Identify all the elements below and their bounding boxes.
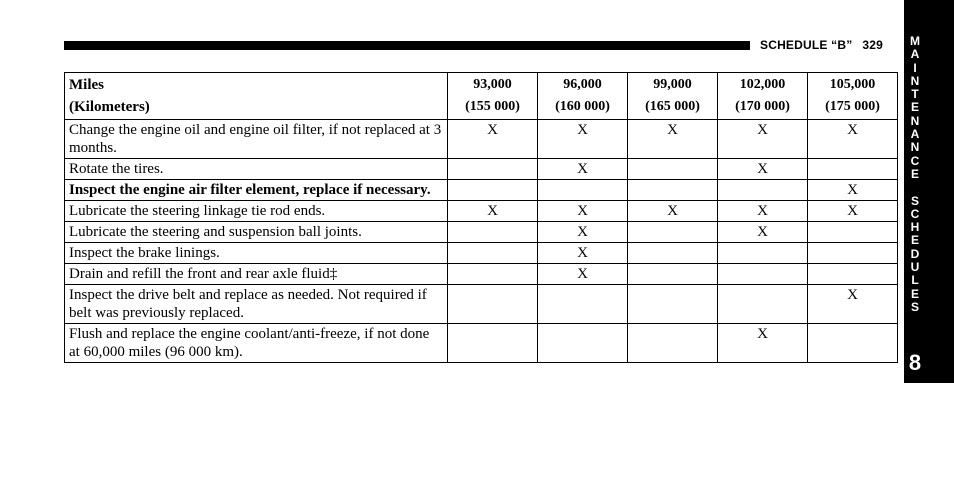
service-mark-cell — [808, 159, 898, 180]
table-header-row — [65, 73, 898, 120]
interval-miles: 96,000 — [563, 77, 602, 92]
service-mark-cell: X — [628, 120, 718, 159]
side-tab-letter: U — [910, 260, 920, 275]
service-mark-cell — [808, 324, 898, 363]
service-mark-cell — [808, 264, 898, 285]
side-tab-letter: A — [910, 127, 920, 142]
task-description: Rotate the tires. — [65, 159, 448, 180]
service-mark-cell — [628, 180, 718, 201]
side-tab-letter: C — [910, 153, 920, 168]
side-tab-letter: N — [910, 73, 920, 88]
service-mark-cell — [538, 285, 628, 324]
header-rule — [64, 41, 750, 50]
service-mark-cell: X — [538, 159, 628, 180]
service-mark-cell: X — [808, 201, 898, 222]
service-mark-cell — [448, 222, 538, 243]
service-mark-cell: X — [718, 159, 808, 180]
kilometers-label: (Kilometers) — [69, 99, 150, 115]
side-tab-letter: E — [910, 166, 919, 181]
side-tab-letter: T — [911, 87, 919, 102]
table-body — [65, 120, 898, 363]
service-mark-cell — [538, 180, 628, 201]
service-mark-cell: X — [718, 120, 808, 159]
interval-miles: 93,000 — [473, 77, 512, 92]
task-description: Lubricate the steering linkage tie rod ends. — [65, 201, 448, 222]
table-row — [65, 324, 898, 363]
interval-km: (165 000) — [645, 99, 700, 114]
task-description: Inspect the brake linings. — [65, 243, 448, 264]
service-mark-cell — [808, 222, 898, 243]
service-mark-cell: X — [448, 120, 538, 159]
service-mark-cell: X — [718, 201, 808, 222]
interval-miles: 102,000 — [739, 77, 786, 92]
service-mark-cell — [448, 285, 538, 324]
page-number: 329 — [862, 38, 884, 52]
service-mark-cell — [628, 264, 718, 285]
service-mark-cell: X — [808, 120, 898, 159]
service-mark-cell: X — [718, 222, 808, 243]
interval-header — [628, 73, 718, 120]
side-tab-letter: E — [910, 233, 919, 248]
service-mark-cell: X — [538, 222, 628, 243]
side-tab-letter: I — [913, 60, 917, 75]
table-row — [65, 180, 898, 201]
task-description: Change the engine oil and engine oil filter, if not replaced at 3 months. — [65, 120, 448, 159]
service-mark-cell: X — [718, 324, 808, 363]
side-tab-letter: E — [910, 286, 919, 301]
interval-header — [538, 73, 628, 120]
service-mark-cell — [538, 324, 628, 363]
service-mark-cell: X — [538, 201, 628, 222]
service-mark-cell: X — [808, 180, 898, 201]
service-mark-cell — [628, 324, 718, 363]
side-tab-letter: N — [910, 140, 920, 155]
table-row — [65, 264, 898, 285]
table-row — [65, 222, 898, 243]
side-tab-letter: C — [910, 206, 920, 221]
side-tab-letter: S — [910, 299, 919, 314]
task-description: Inspect the drive belt and replace as needed. Not required if belt was previously replaced. — [65, 285, 448, 324]
interval-km: (170 000) — [735, 99, 790, 114]
service-mark-cell: X — [808, 285, 898, 324]
service-mark-cell — [628, 222, 718, 243]
running-header — [760, 38, 883, 52]
side-tab-letter: H — [910, 220, 920, 235]
service-mark-cell — [628, 285, 718, 324]
table-row — [65, 159, 898, 180]
chapter-number: 8 — [908, 350, 922, 375]
service-mark-cell: X — [538, 243, 628, 264]
side-tab-letter: L — [911, 273, 919, 288]
interval-miles: 105,000 — [829, 77, 876, 92]
side-tab-letter: M — [910, 34, 920, 48]
header-label-cell — [65, 73, 448, 120]
service-mark-cell — [808, 243, 898, 264]
interval-header — [808, 73, 898, 120]
table-row — [65, 201, 898, 222]
side-tab-letter: E — [910, 100, 919, 115]
interval-header — [448, 73, 538, 120]
side-tab-letter: S — [910, 193, 919, 208]
interval-miles: 99,000 — [653, 77, 692, 92]
interval-km: (155 000) — [465, 99, 520, 114]
task-description: Flush and replace the engine coolant/anti-freeze, if not done at 60,000 miles (96 000 km). — [65, 324, 448, 363]
miles-label: Miles — [69, 77, 104, 93]
task-description: Lubricate the steering and suspension ball joints. — [65, 222, 448, 243]
chapter-side-tab — [904, 0, 954, 383]
interval-header — [718, 73, 808, 120]
table-row — [65, 285, 898, 324]
service-mark-cell: X — [448, 201, 538, 222]
service-mark-cell — [718, 264, 808, 285]
service-mark-cell — [448, 243, 538, 264]
section-title: SCHEDULE “B” — [760, 38, 853, 52]
interval-km: (175 000) — [825, 99, 880, 114]
service-mark-cell: X — [538, 264, 628, 285]
table-row — [65, 120, 898, 159]
interval-km: (160 000) — [555, 99, 610, 114]
service-mark-cell — [448, 264, 538, 285]
service-mark-cell — [628, 243, 718, 264]
task-description: Drain and refill the front and rear axle fluid‡ — [65, 264, 448, 285]
table-row — [65, 243, 898, 264]
service-mark-cell: X — [538, 120, 628, 159]
service-mark-cell — [718, 285, 808, 324]
side-tab-letter: A — [910, 47, 920, 62]
side-tab-letter: N — [910, 113, 920, 128]
task-description: Inspect the engine air filter element, replace if necessary. — [65, 180, 448, 201]
maintenance-schedule-table — [64, 72, 898, 363]
service-mark-cell — [718, 243, 808, 264]
service-mark-cell — [718, 180, 808, 201]
side-tab-letter: D — [910, 246, 920, 261]
service-mark-cell: X — [628, 201, 718, 222]
service-mark-cell — [448, 159, 538, 180]
service-mark-cell — [628, 159, 718, 180]
side-tab-letter — [904, 181, 926, 194]
service-mark-cell — [448, 180, 538, 201]
service-mark-cell — [448, 324, 538, 363]
side-tab-label — [904, 35, 926, 314]
